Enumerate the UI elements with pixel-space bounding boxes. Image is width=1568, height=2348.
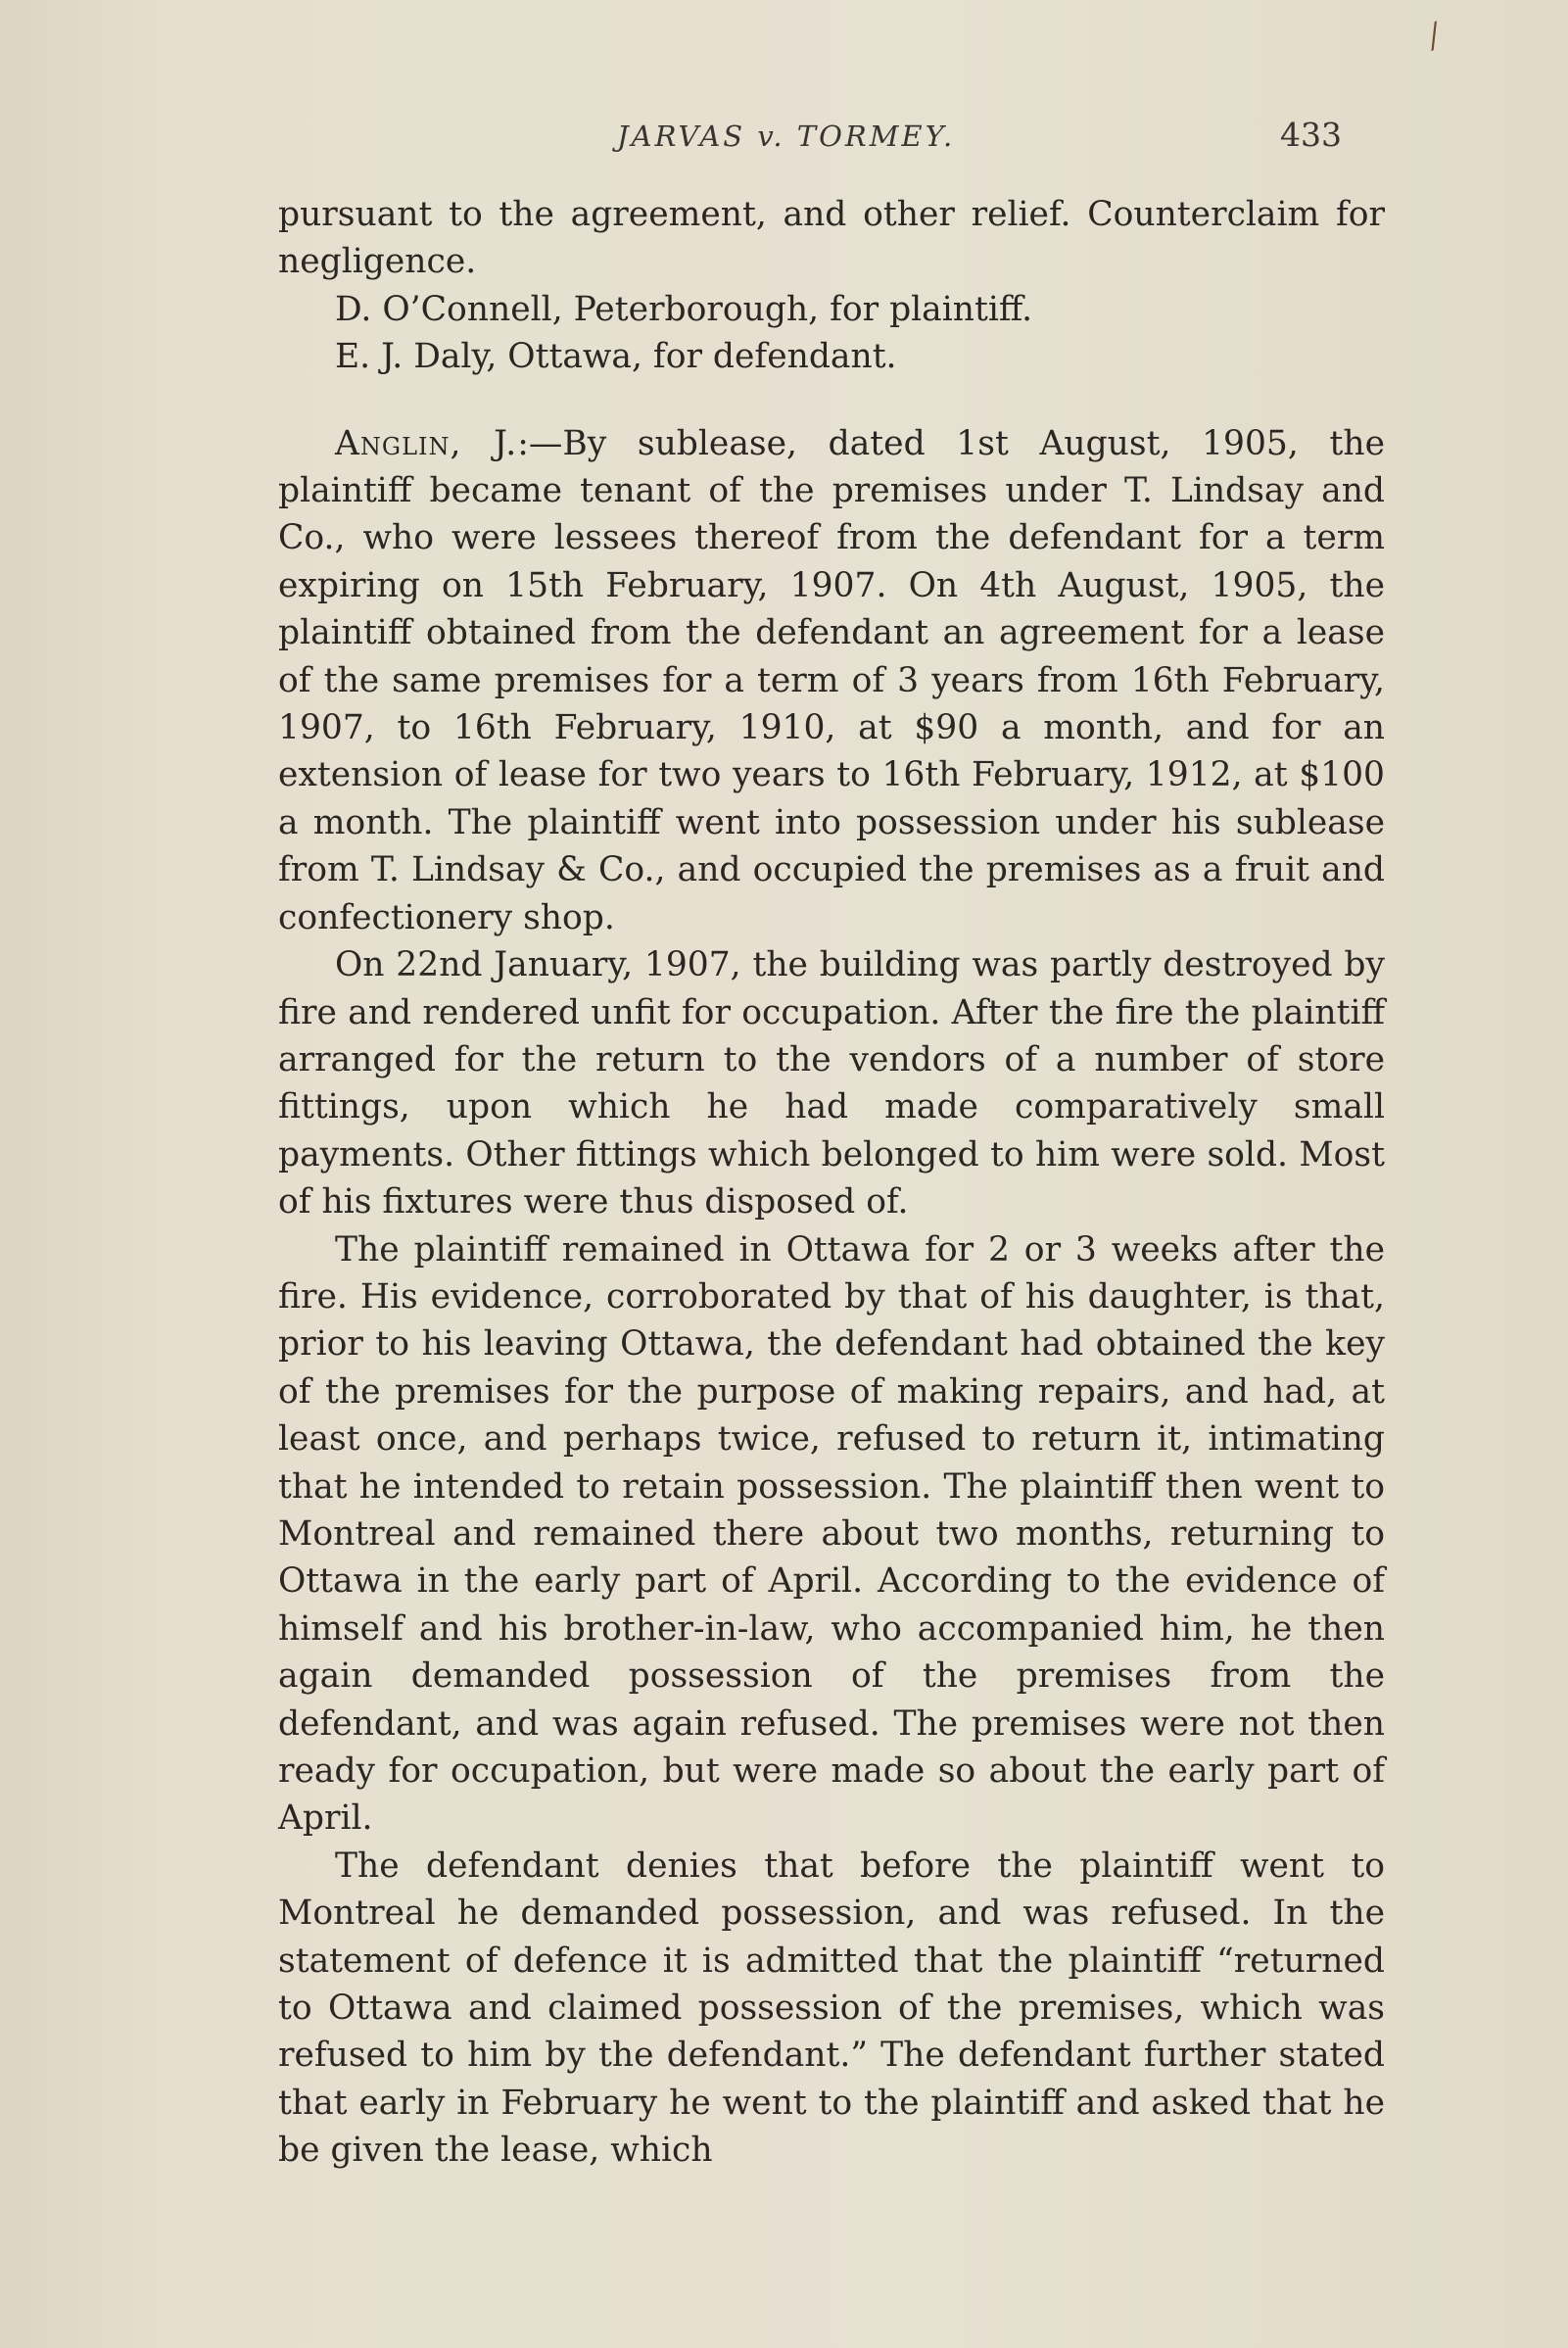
judgment-paragraph-1 <box>278 420 1385 941</box>
counsel-defendant: E. J. Daly, Ottawa, for defendant. <box>335 337 897 377</box>
running-head <box>274 116 1361 165</box>
judgment-paragraph-4: The defendant denies that before the plaintiff went to Montreal he demanded possession, and was refused. In the statement of defence it is admitted that the plaintiff “returned to Ottawa and claimed possession of the premises, which was refused to him by the defendant.” The defendant further stated that early in February he went to the plaintiff and asked that he be given the lease, which <box>278 1845 1385 2171</box>
opening-paragraph: pursuant to the agreement, and other relief. Counterclaim for negligence. <box>278 195 1385 282</box>
running-title: JARVAS v. TORMEY. <box>617 120 956 153</box>
section-gap <box>278 381 1385 420</box>
pencil-mark: ⁄ <box>1423 18 1446 57</box>
body-text <box>278 191 1385 2175</box>
counsel-plaintiff: D. O’Connell, Peterborough, for plaintiff. <box>335 289 1033 329</box>
judgment-paragraph-3: The plaintiff remained in Ottawa for 2 or 3 weeks after the fire. His evidence, corroborated by that of his daughter, is that, prior to his leaving Ottawa, the defendant had obtained the key of the premises for the purpose of making repairs, and had, at least once, and perhaps twice, refused to return it, intimating that he intended to retain possession. The plaintiff then went to Montreal and remained there about two months, returning to Ottawa in the early part of April. According to the evidence of himself and his brother-in-law, who accompanied him, he then again demanded possession of the premises from the defendant, and was again refused. The premises were not then ready for occupation, but were made so about the early part of April. <box>278 1229 1385 1839</box>
judgment-paragraph-2: On 22nd January, 1907, the building was partly destroyed by fire and rendered unfit for occupation. After the fire the plaintiff arranged for the return to the vendors of a number of store fittings, upon which he had made comparatively small payments. Other fittings which belonged to him were sold. Most of his fixtures were thus disposed of. <box>278 945 1385 1222</box>
page-number: 433 <box>1280 116 1342 154</box>
paragraph-1-text: :—By sublease, dated 1st August, 1905, the plaintiff became tenant of the premises under T. Lindsay and Co., who were lessees thereof from the defendant for a term expiring on 15th February, 1907. On 4th August, 1905, the plaintiff obtained from the defendant an agreement for a lease of the same premises for a term of 3 years from 16th February, 1907, to 16th February, 1910, at $90 a month, and for an extension of lease for two years to 16th February, 1912, at $100 a month. The plaintiff went into possession under his sublease from T. Lindsay & Co., and occupied the premises as a fruit and confectionery shop. <box>278 423 1385 937</box>
judge-name: Anglin, J. <box>335 423 518 463</box>
